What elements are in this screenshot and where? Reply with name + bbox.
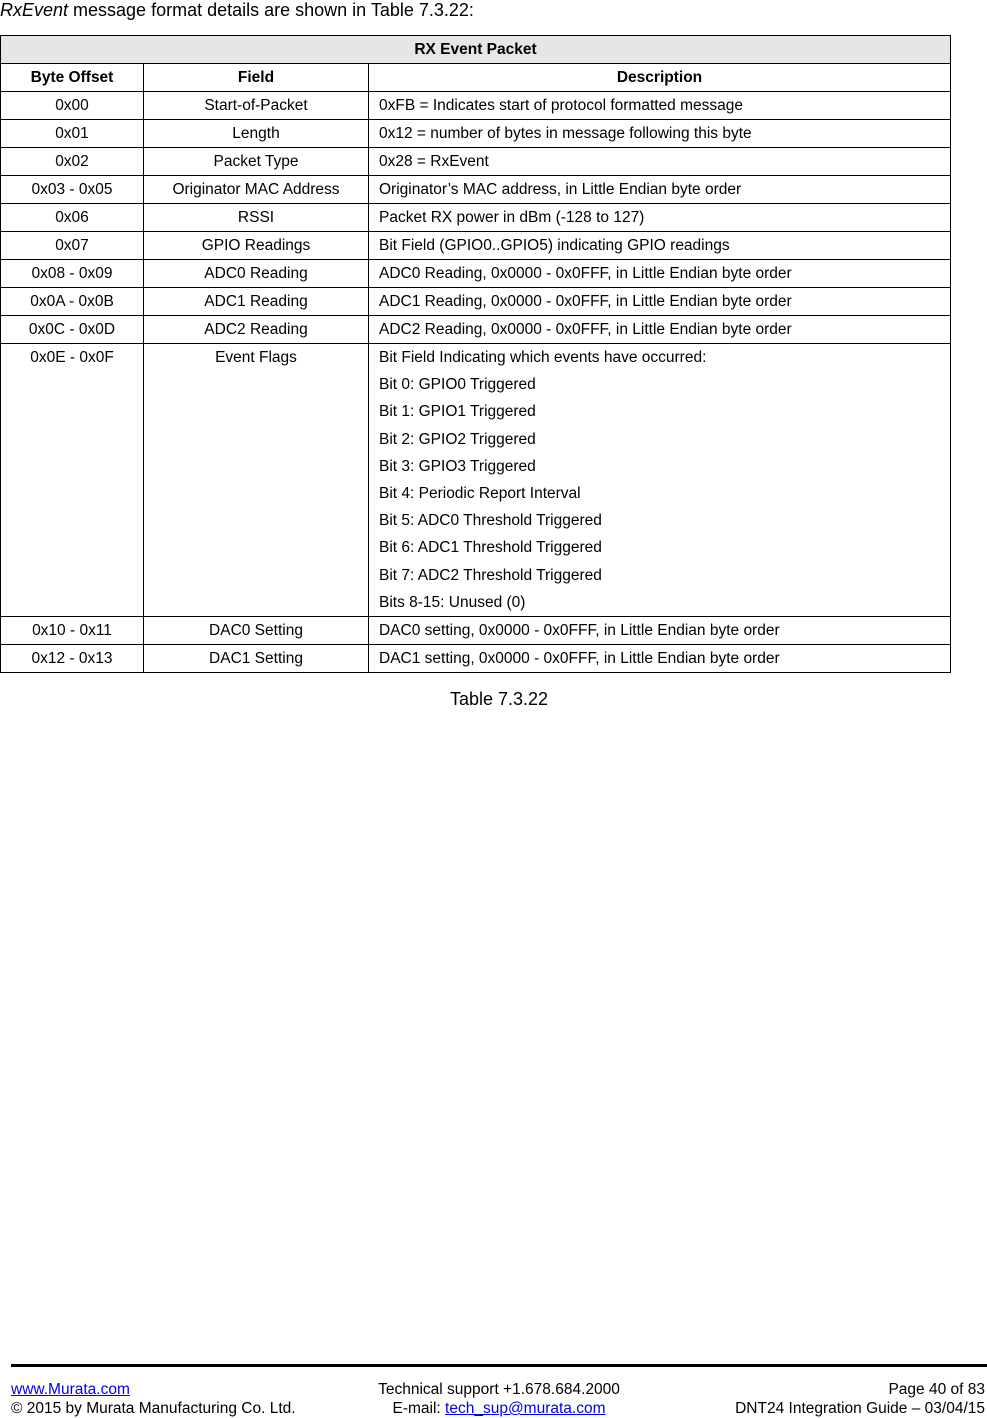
description-line: Bits 8-15: Unused (0)	[379, 593, 526, 611]
description-cell: ADC0 Reading, 0x0000 - 0x0FFF, in Little Endian byte order	[369, 260, 951, 288]
table-row	[1, 176, 951, 204]
field-cell: DAC0 Setting	[144, 616, 369, 644]
byte-offset-cell: 0x06	[1, 204, 144, 232]
description-line: Bit 6: ADC1 Threshold Triggered	[379, 539, 602, 557]
rx-event-packet-table	[0, 35, 951, 673]
field-cell: Start-of-Packet	[144, 92, 369, 120]
table-header-row	[1, 64, 951, 92]
table-body	[1, 92, 951, 673]
table-row	[1, 344, 951, 617]
column-header-byte-offset: Byte Offset	[1, 64, 144, 92]
description-cell	[369, 344, 951, 617]
table-row	[1, 92, 951, 120]
description-line: Bit 0: GPIO0 Triggered	[379, 376, 536, 394]
table-row	[1, 644, 951, 672]
field-cell: ADC0 Reading	[144, 260, 369, 288]
description-line: Bit 3: GPIO3 Triggered	[379, 457, 536, 475]
byte-offset-cell: 0x01	[1, 120, 144, 148]
description-line: Bit 5: ADC0 Threshold Triggered	[379, 512, 602, 530]
field-cell: Originator MAC Address	[144, 176, 369, 204]
table-row	[1, 148, 951, 176]
email-link[interactable]: tech_sup@murata.com	[445, 1400, 606, 1417]
table-row	[1, 316, 951, 344]
field-cell: GPIO Readings	[144, 232, 369, 260]
description-line: Bit 2: GPIO2 Triggered	[379, 430, 536, 448]
byte-offset-cell: 0x0C - 0x0D	[1, 316, 144, 344]
description-line: Bit 4: Periodic Report Interval	[379, 484, 581, 502]
byte-offset-cell: 0x00	[1, 92, 144, 120]
byte-offset-cell: 0x10 - 0x11	[1, 616, 144, 644]
description-cell: DAC1 setting, 0x0000 - 0x0FFF, in Little Endian byte order	[369, 644, 951, 672]
description-line: Bit Field Indicating which events have occurred:	[379, 349, 707, 366]
byte-offset-cell: 0x08 - 0x09	[1, 260, 144, 288]
table-caption: Table 7.3.22	[449, 689, 549, 709]
support-phone: Technical support +1.678.684.2000	[378, 1381, 620, 1398]
byte-offset-cell: 0x12 - 0x13	[1, 644, 144, 672]
email-label: E-mail:	[392, 1400, 446, 1417]
description-cell: 0xFB = Indicates start of protocol formatted message	[369, 92, 951, 120]
table-title-row	[1, 36, 951, 64]
description-cell: ADC1 Reading, 0x0000 - 0x0FFF, in Little Endian byte order	[369, 288, 951, 316]
description-cell: 0x12 = number of bytes in message following this byte	[369, 120, 951, 148]
description-cell: Packet RX power in dBm (-128 to 127)	[369, 204, 951, 232]
table-title: RX Event Packet	[1, 36, 951, 64]
byte-offset-cell: 0x07	[1, 232, 144, 260]
field-cell: Event Flags	[144, 344, 369, 617]
table-row	[1, 204, 951, 232]
column-header-field: Field	[144, 64, 369, 92]
table-row	[1, 288, 951, 316]
field-cell: Packet Type	[144, 148, 369, 176]
intro-text: message format details are shown in Table 7.3.22:	[68, 0, 474, 20]
field-cell: ADC2 Reading	[144, 316, 369, 344]
byte-offset-cell: 0x02	[1, 148, 144, 176]
page-number: Page 40 of 83	[888, 1381, 985, 1398]
guide-title-date: DNT24 Integration Guide – 03/04/15	[735, 1400, 985, 1417]
table-row	[1, 120, 951, 148]
intro-paragraph	[0, 0, 474, 21]
byte-offset-cell: 0x0A - 0x0B	[1, 288, 144, 316]
description-cell: Originator’s MAC address, in Little Endian byte order	[369, 176, 951, 204]
description-cell: DAC0 setting, 0x0000 - 0x0FFF, in Little Endian byte order	[369, 616, 951, 644]
description-line: Bit 1: GPIO1 Triggered	[379, 403, 536, 421]
description-cell: Bit Field (GPIO0..GPIO5) indicating GPIO readings	[369, 232, 951, 260]
description-cell: ADC2 Reading, 0x0000 - 0x0FFF, in Little Endian byte order	[369, 316, 951, 344]
table-row	[1, 616, 951, 644]
field-cell: ADC1 Reading	[144, 288, 369, 316]
byte-offset-cell: 0x0E - 0x0F	[1, 344, 144, 617]
description-cell: 0x28 = RxEvent	[369, 148, 951, 176]
intro-italic-term: RxEvent	[0, 0, 69, 20]
field-cell: RSSI	[144, 204, 369, 232]
description-line: Bit 7: ADC2 Threshold Triggered	[379, 566, 602, 584]
copyright: © 2015 by Murata Manufacturing Co. Ltd.	[11, 1400, 296, 1417]
field-cell: Length	[144, 120, 369, 148]
column-header-description: Description	[369, 64, 951, 92]
website-link[interactable]: www.Murata.com	[11, 1381, 130, 1398]
byte-offset-cell: 0x03 - 0x05	[1, 176, 144, 204]
field-cell: DAC1 Setting	[144, 644, 369, 672]
table-row	[1, 232, 951, 260]
footer-divider	[11, 1364, 987, 1367]
table-row	[1, 260, 951, 288]
